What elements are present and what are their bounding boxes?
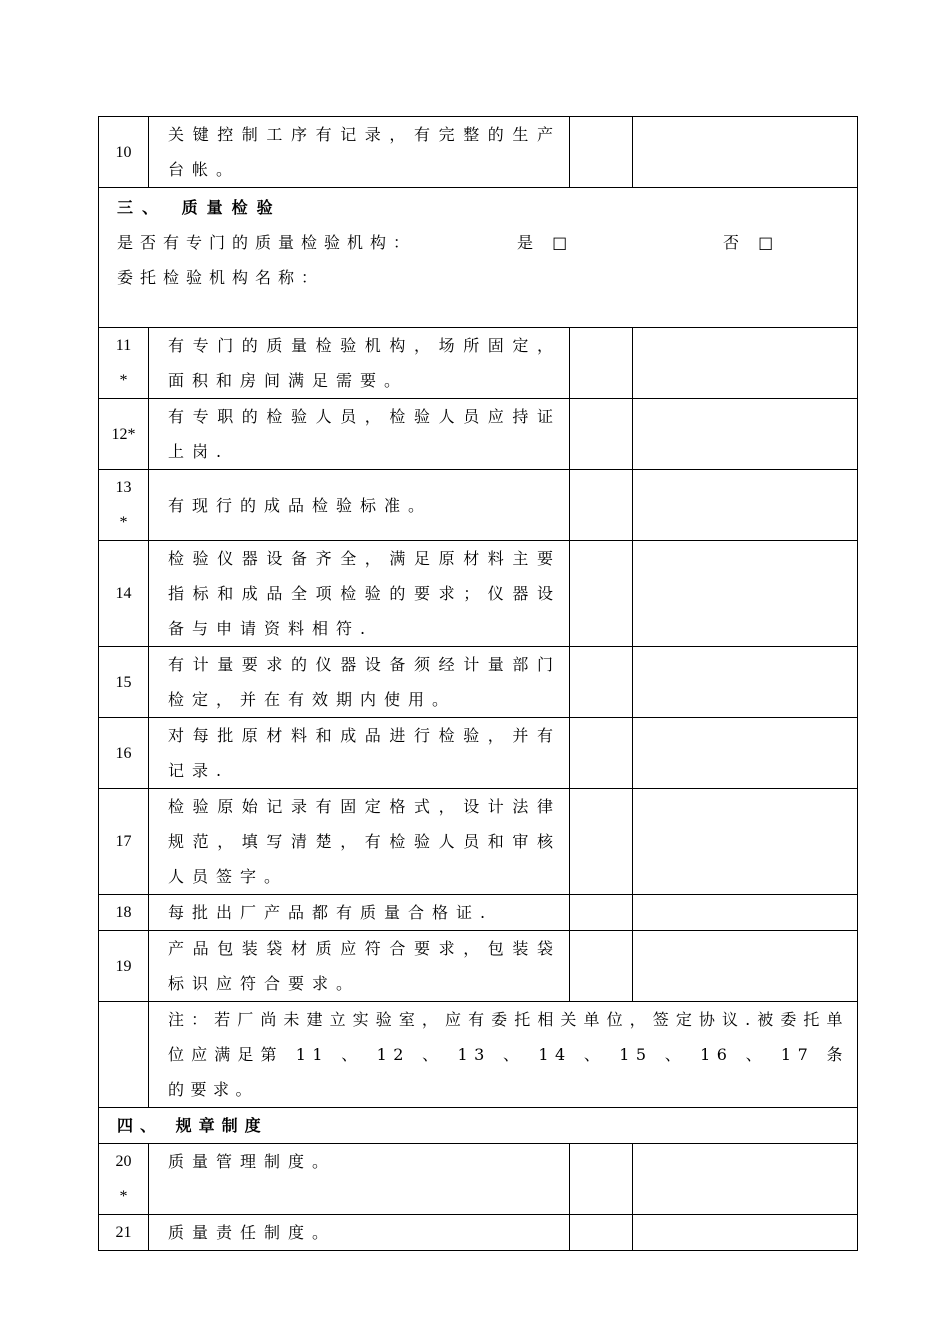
note-row [99,1002,858,1108]
item-key-mark: * [119,1188,128,1205]
result-cell [570,1215,633,1251]
item-requirement: 对每批原材料和成品进行检验，并有记录. [149,718,570,789]
item-number [99,895,149,931]
remark-cell [633,470,858,541]
section-title: 三、 质量检验 [117,198,282,217]
section-header-regulations [99,1108,858,1144]
result-cell [570,328,633,399]
item-number-main: 15 [115,673,132,691]
item-number-main: 13 [115,479,132,496]
item-number [99,718,149,789]
item-number [99,541,149,647]
remark-cell [633,399,858,470]
agency-name-label: 委托检验机构名称： [117,268,325,287]
result-cell [570,1144,633,1215]
result-cell [570,470,633,541]
item-number [99,931,149,1002]
table-row [99,470,858,541]
result-cell [570,718,633,789]
remark-cell [633,117,858,188]
table-row [99,931,858,1002]
item-requirement: 有专职的检验人员，检验人员应持证上岗. [149,399,570,470]
section-title: 四、 规章制度 [99,1108,858,1144]
remark-cell [633,647,858,718]
result-cell [570,117,633,188]
remark-cell [633,718,858,789]
item-requirement: 有现行的成品检验标准。 [149,470,570,541]
item-number-main: 12* [111,425,136,443]
remark-cell [633,789,858,895]
item-number: 10 [99,117,149,188]
item-number-main: 11 [115,337,132,354]
table-row [99,647,858,718]
item-number [99,789,149,895]
item-requirement: 每批出厂产品都有质量合格证. [149,895,570,931]
remark-cell [633,1144,858,1215]
note-number-cell [99,1002,149,1108]
item-requirement: 检验原始记录有固定格式，设计法律规范，填写清楚，有检验人员和审核人员签字。 [149,789,570,895]
table-row [99,1215,858,1251]
inspection-checklist-table [98,116,858,1251]
item-number-main: 21 [115,1224,132,1241]
item-number [99,470,149,541]
item-requirement: 产品包装袋材质应符合要求，包装袋标识应符合要求。 [149,931,570,1002]
remark-cell [633,931,858,1002]
item-number-main: 18 [115,904,132,921]
item-number-main: 20 [115,1153,132,1170]
item-number [99,1144,149,1215]
item-number-main: 19 [115,957,132,975]
table-row [99,718,858,789]
item-key-mark: * [119,372,128,389]
item-number [99,399,149,470]
table-row [99,328,858,399]
table-row [99,895,858,931]
result-cell [570,895,633,931]
item-number [99,647,149,718]
table-row [99,117,858,188]
table-row [99,789,858,895]
item-number [99,1215,149,1251]
section-header-quality-inspection [99,188,858,328]
table-row [99,1144,858,1215]
result-cell [570,789,633,895]
result-cell [570,647,633,718]
question-label: 是否有专门的质量检验机构： [117,233,417,252]
item-key-mark: * [119,514,128,531]
note-text: 注：若厂尚未建立实验室，应有委托相关单位，签定协议.被委托单位应满足第 11 、 12 、 13 、 14 、 15 、 16 、 17 条的要求。 [149,1002,858,1108]
item-requirement: 有专门的质量检验机构，场所固定，面积和房间满足需要。 [149,328,570,399]
result-cell [570,399,633,470]
item-requirement: 质量管理制度。 [149,1144,570,1215]
item-requirement: 有计量要求的仪器设备须经计量部门检定，并在有效期内使用。 [149,647,570,718]
item-number [99,328,149,399]
no-checkbox[interactable]: 否 □ [723,233,781,252]
item-number-main: 14 [115,585,132,602]
result-cell [570,541,633,647]
table-row [99,541,858,647]
result-cell [570,931,633,1002]
item-number-main: 16 [115,744,132,762]
remark-cell [633,1215,858,1251]
remark-cell [633,541,858,647]
item-requirement: 质量责任制度。 [149,1215,570,1251]
remark-cell [633,895,858,931]
remark-cell [633,328,858,399]
table-row [99,399,858,470]
item-number-main: 17 [115,833,132,850]
item-requirement: 检验仪器设备齐全，满足原材料主要指标和成品全项检验的要求；仪器设备与申请资料相符. [149,541,570,647]
item-requirement: 关键控制工序有记录，有完整的生产台帐。 [149,117,570,188]
inspection-agency-question [117,225,849,260]
yes-checkbox[interactable]: 是 □ [517,233,575,252]
